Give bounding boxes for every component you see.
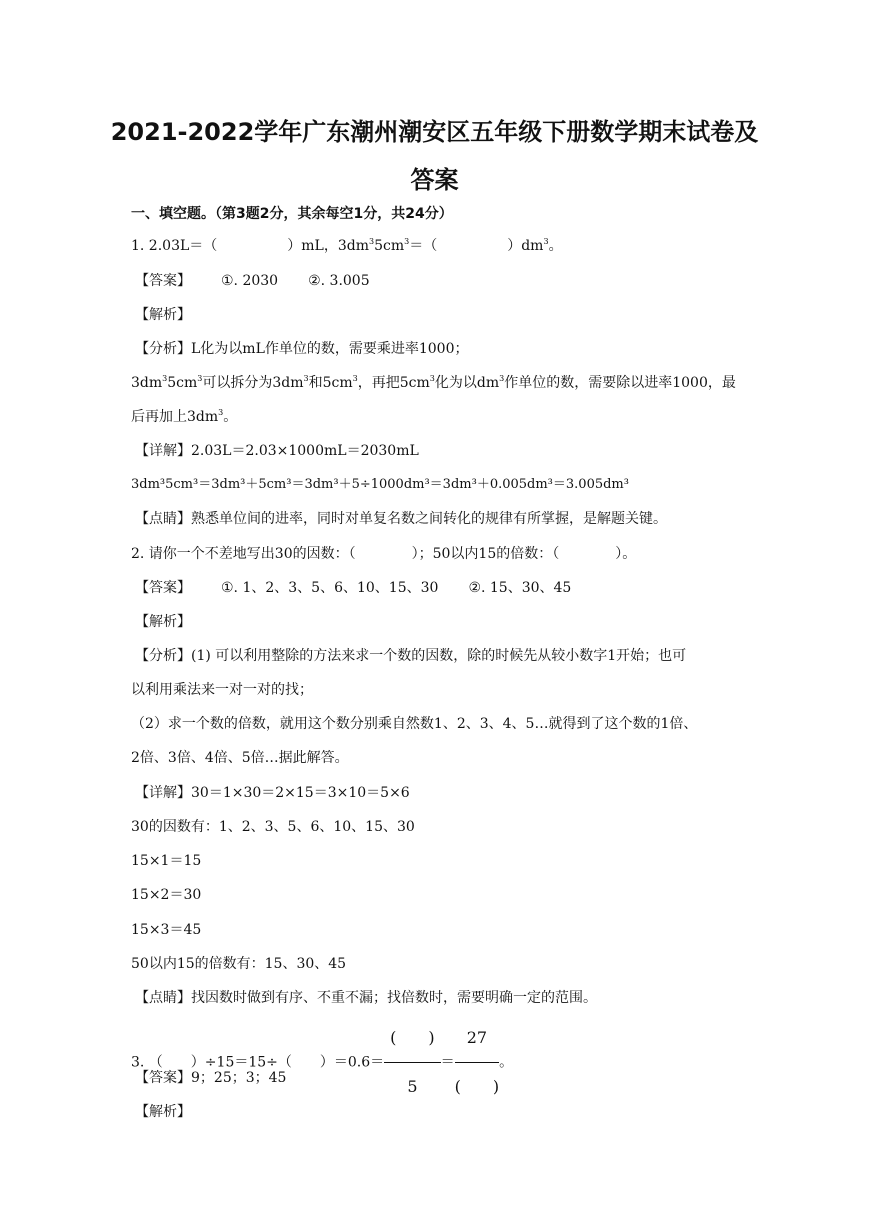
- question-2-stem: 2. 请你一个不差地写出30的因数：（ ）；50以内15的倍数：（ ）。: [131, 546, 637, 562]
- fraction-27-over-blank: $\frac{27}{( )}$: [455, 1016, 500, 1109]
- question-1-answer: 【答案】 ①. 2030 ②. 3.005: [135, 273, 370, 289]
- section-heading: 一、填空题。（第3题2分，其余每空1分，共24分）: [131, 206, 453, 222]
- question-3-answer: 【答案】9；25；3；45: [135, 1070, 287, 1086]
- question-2-line-5: 50以内15的倍数有：15、30、45: [131, 956, 347, 972]
- question-1-dianjing: 【点睛】熟悉单位间的进率，同时对单复名数之间转化的规律有所掌握，是解题关键。: [135, 511, 667, 527]
- document-title-line-1: 2021-2022学年广东潮州潮安区五年级下册数学期末试卷及: [110, 118, 759, 146]
- question-1-stem: 1. 2.03L＝（ ）mL，$3dm^35cm^3=$（ ）$dm^3$。: [131, 237, 563, 254]
- question-2-fenxi-1: 【分析】(1) 可以利用整除的方法来求一个数的因数，除的时候先从较小数字1开始；也可: [135, 648, 687, 664]
- question-1-analysis-label: 【解析】: [135, 307, 191, 323]
- question-1-fenxi-line-3: 后再加上$3dm^3$。: [131, 408, 238, 425]
- question-1-fenxi-line-2: $3dm^35cm^3$可以拆分为$3dm^3$和$5cm^3$，再把$5cm^3$化为以$dm^3$作单位的数，需要除以进率1000，最: [131, 374, 736, 391]
- question-2-answer: 【答案】 ①. 1、2、3、5、6、10、15、30 ②. 15、30、45: [135, 580, 572, 596]
- fraction-blank-over-5: $\frac{( )}{5}$: [384, 1016, 441, 1109]
- document-title-line-2: 答案: [410, 166, 459, 194]
- question-2-line-3: 15×2＝30: [131, 887, 202, 903]
- question-2-line-2: 15×1＝15: [131, 853, 202, 869]
- question-2-fenxi-4: 2倍、3倍、4倍、5倍…据此解答。: [131, 750, 349, 766]
- question-3-analysis-label: 【解析】: [135, 1104, 191, 1120]
- question-1-fenxi: 【分析】L化为以mL作单位的数，需要乘进率1000；: [135, 341, 469, 357]
- question-2-analysis-label: 【解析】: [135, 614, 191, 630]
- question-3-stem: 3. （ ）÷15＝15÷（ ）＝0.6＝ $\frac{( )}{5}$ ＝ $\frac{27}{( )}$ 。: [131, 1016, 513, 1109]
- question-2-fenxi-2: 以利用乘法来一对一对的找；: [131, 682, 313, 698]
- question-2-dianjing: 【点睛】找因数时做到有序、不重不漏；找倍数时，需要明确一定的范围。: [135, 990, 597, 1006]
- question-2-line-4: 15×3＝45: [131, 922, 202, 938]
- question-1-calculation: 3dm³5cm³＝3dm³＋5cm³＝3dm³＋5÷1000dm³＝3dm³＋0.005dm³＝3.005dm³: [131, 477, 629, 492]
- question-1-xiangjie: 【详解】2.03L＝2.03×1000mL＝2030mL: [135, 443, 419, 459]
- question-2-line-1: 30的因数有：1、2、3、5、6、10、15、30: [131, 819, 415, 835]
- question-2-xiangjie: 【详解】30＝1×30＝2×15＝3×10＝5×6: [135, 785, 410, 801]
- question-2-fenxi-3: （2）求一个数的倍数，就用这个数分别乘自然数1、2、3、4、5…就得到了这个数的1倍、: [131, 716, 698, 732]
